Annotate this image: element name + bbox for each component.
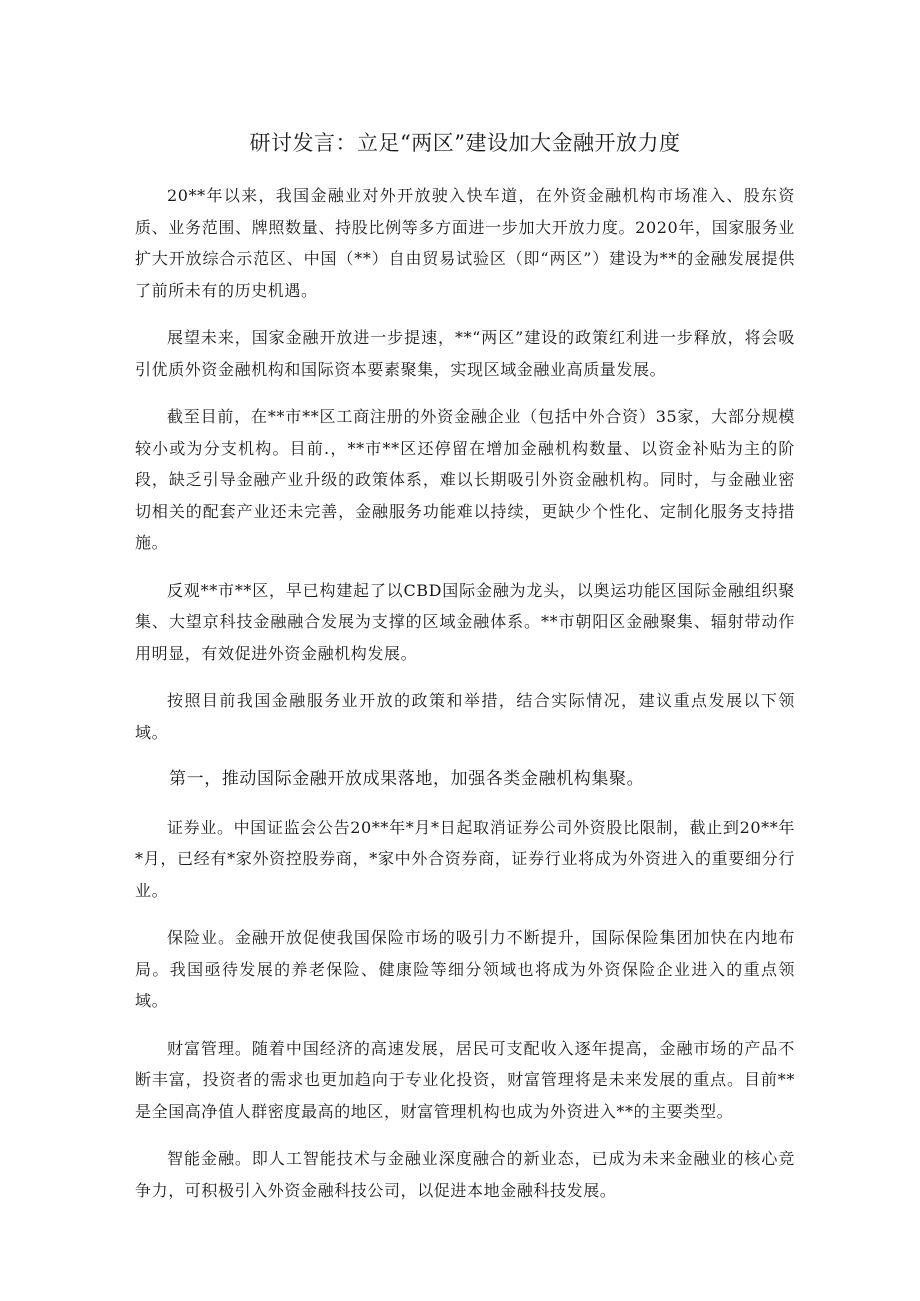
paragraph-wealth-management: 财富管理。随着中国经济的高速发展，居民可支配收入逐年提高，金融市场的产品不断丰富，投资者的需求也更加趋向于专业化投资，财富管理将是未来发展的重点。目前**是全国高净值人群密度最高的地区，财富管理机构也成为外资进入**的主要类型。 <box>135 1038 795 1121</box>
paragraph-current-status: 截至目前，在**市**区工商注册的外资金融企业（包括中外合资）35家，大部分规模较小或为分支机构。目前.，**市**区还停留在增加金融机构数量、以资金补贴为主的阶段，缺乏引导金融产业升级的政策体系，难以长期吸引外资金融机构。同时，与金融业密切相关的配套产业还未完善，金融服务功能难以持续，更缺少个性化、定制化服务支持措施。 <box>135 407 795 552</box>
section-heading-first: 第一，推动国际金融开放成果落地，加强各类金融机构集聚。 <box>169 769 645 789</box>
paragraph-insurance: 保险业。金融开放促使我国保险市场的吸引力不断提升，国际保险集团加快在内地布局。我国亟待发展的养老保险、健康险等细分领域也将成为外资保险企业进入的重点领域。 <box>135 928 795 1010</box>
paragraph-smart-finance: 智能金融。即人工智能技术与金融业深度融合的新业态，已成为未来金融业的核心竞争力，可积极引入外资金融科技公司，以促进本地金融科技发展。 <box>135 1149 795 1200</box>
paragraph-comparison: 反观**市**区，早已构建起了以CBD国际金融为龙头，以奥运功能区国际金融组织聚集、大望京科技金融融合发展为支撑的区域金融体系。**市朝阳区金融聚集、辐射带动作用明显，有效促进外资金融机构发展。 <box>135 580 795 663</box>
document-title: 研讨发言：立足“两区”建设加大金融开放力度 <box>249 131 681 155</box>
paragraph-intro: 20**年以来，我国金融业对外开放驶入快车道，在外资金融机构市场准入、股东资质、业务范围、牌照数量、持股比例等多方面进一步加大开放力度。2020年，国家服务业扩大开放综合示范区、中国（**）自由贸易试验区（即“两区”）建设为**的金融发展提供了前所未有的历史机遇。 <box>135 186 795 300</box>
paragraph-outlook: 展望未来，国家金融开放进一步提速，**“两区”建设的政策红利进一步释放，将会吸引优质外资金融机构和国际资本要素聚集，实现区域金融业高质量发展。 <box>135 328 795 379</box>
paragraph-securities: 证券业。中国证监会公告20**年*月*日起取消证券公司外资股比限制，截止到20**年*月，已经有*家外资控股券商，*家中外合资券商，证券行业将成为外资进入的重要细分行业。 <box>135 817 795 900</box>
paragraph-recommendation: 按照目前我国金融服务业开放的政策和举措，结合实际情况，建议重点发展以下领域。 <box>135 691 795 742</box>
